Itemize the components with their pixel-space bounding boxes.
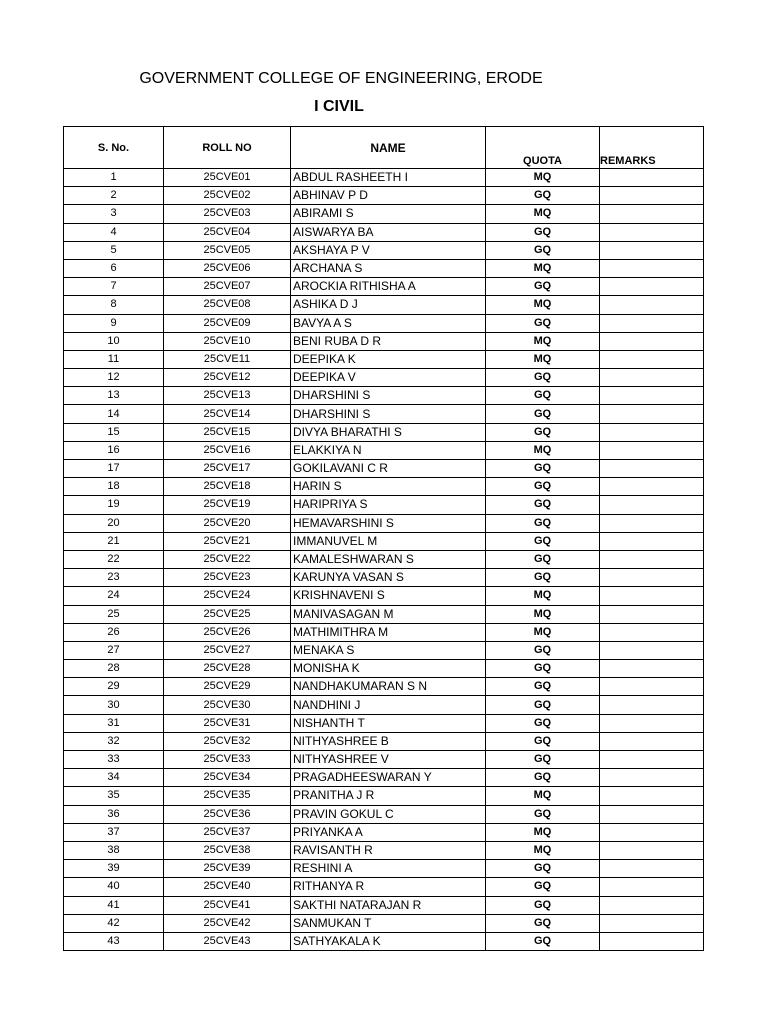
table-row (64, 332, 704, 350)
cell-name: ABIRAMI S (291, 205, 486, 223)
student-table (63, 126, 704, 951)
cell-roll-no: 25CVE38 (164, 841, 291, 859)
cell-sno: 15 (64, 423, 164, 441)
cell-name: DIVYA BHARATHI S (291, 423, 486, 441)
cell-roll-no: 25CVE03 (164, 205, 291, 223)
cell-name: RAVISANTH R (291, 841, 486, 859)
cell-sno: 14 (64, 405, 164, 423)
table-row (64, 223, 704, 241)
cell-sno: 1 (64, 169, 164, 187)
document-title: GOVERNMENT COLLEGE OF ENGINEERING, ERODE (139, 70, 543, 87)
cell-name: AKSHAYA P V (291, 241, 486, 259)
cell-quota: GQ (486, 769, 600, 787)
cell-quota: MQ (486, 441, 600, 459)
cell-sno: 4 (64, 223, 164, 241)
cell-roll-no: 25CVE14 (164, 405, 291, 423)
cell-name: MATHIMITHRA M (291, 623, 486, 641)
cell-remarks (600, 569, 704, 587)
cell-quota: GQ (486, 387, 600, 405)
cell-name: KRISHNAVENI S (291, 587, 486, 605)
table-row (64, 878, 704, 896)
cell-quota: MQ (486, 205, 600, 223)
cell-roll-no: 25CVE04 (164, 223, 291, 241)
cell-sno: 24 (64, 587, 164, 605)
cell-quota: MQ (486, 623, 600, 641)
cell-name: NISHANTH T (291, 714, 486, 732)
cell-quota: MQ (486, 587, 600, 605)
table-row (64, 787, 704, 805)
cell-remarks (600, 932, 704, 950)
cell-sno: 37 (64, 823, 164, 841)
table-row (64, 369, 704, 387)
table-row (64, 478, 704, 496)
cell-sno: 20 (64, 514, 164, 532)
cell-quota: GQ (486, 896, 600, 914)
cell-sno: 17 (64, 460, 164, 478)
cell-quota: GQ (486, 278, 600, 296)
cell-remarks (600, 732, 704, 750)
cell-roll-no: 25CVE31 (164, 714, 291, 732)
cell-name: NITHYASHREE B (291, 732, 486, 750)
cell-sno: 7 (64, 278, 164, 296)
table-row (64, 841, 704, 859)
cell-quota: GQ (486, 496, 600, 514)
table-row (64, 569, 704, 587)
cell-remarks (600, 660, 704, 678)
cell-sno: 19 (64, 496, 164, 514)
cell-name: DEEPIKA V (291, 369, 486, 387)
table-row (64, 660, 704, 678)
cell-sno: 10 (64, 332, 164, 350)
cell-remarks (600, 751, 704, 769)
cell-remarks (600, 805, 704, 823)
cell-name: HEMAVARSHINI S (291, 514, 486, 532)
cell-remarks (600, 478, 704, 496)
header-name: NAME (291, 127, 486, 169)
cell-roll-no: 25CVE15 (164, 423, 291, 441)
cell-remarks (600, 350, 704, 368)
cell-roll-no: 25CVE27 (164, 641, 291, 659)
table-row (64, 914, 704, 932)
cell-name: ABHINAV P D (291, 187, 486, 205)
header-quota: QUOTA (486, 127, 600, 169)
table-row (64, 423, 704, 441)
cell-remarks (600, 878, 704, 896)
cell-remarks (600, 550, 704, 568)
cell-remarks (600, 769, 704, 787)
cell-sno: 22 (64, 550, 164, 568)
cell-quota: GQ (486, 423, 600, 441)
table-row (64, 823, 704, 841)
cell-quota: GQ (486, 678, 600, 696)
cell-name: BAVYA A S (291, 314, 486, 332)
cell-roll-no: 25CVE06 (164, 259, 291, 277)
cell-sno: 43 (64, 932, 164, 950)
cell-roll-no: 25CVE41 (164, 896, 291, 914)
cell-roll-no: 25CVE21 (164, 532, 291, 550)
cell-quota: GQ (486, 878, 600, 896)
cell-roll-no: 25CVE29 (164, 678, 291, 696)
cell-quota: MQ (486, 823, 600, 841)
cell-remarks (600, 605, 704, 623)
table-row (64, 769, 704, 787)
document-subtitle: I CIVIL (314, 98, 364, 115)
cell-roll-no: 25CVE37 (164, 823, 291, 841)
cell-remarks (600, 169, 704, 187)
table-row (64, 587, 704, 605)
table-row (64, 751, 704, 769)
cell-quota: GQ (486, 714, 600, 732)
cell-name: PRIYANKA A (291, 823, 486, 841)
cell-roll-no: 25CVE32 (164, 732, 291, 750)
cell-sno: 5 (64, 241, 164, 259)
cell-name: DEEPIKA K (291, 350, 486, 368)
cell-name: MENAKA S (291, 641, 486, 659)
table-row (64, 460, 704, 478)
cell-sno: 41 (64, 896, 164, 914)
cell-roll-no: 25CVE22 (164, 550, 291, 568)
table-row (64, 314, 704, 332)
table-row (64, 405, 704, 423)
cell-sno: 40 (64, 878, 164, 896)
cell-roll-no: 25CVE17 (164, 460, 291, 478)
table-row (64, 732, 704, 750)
cell-quota: GQ (486, 223, 600, 241)
cell-roll-no: 25CVE09 (164, 314, 291, 332)
cell-name: DHARSHINI S (291, 405, 486, 423)
cell-name: ELAKKIYA N (291, 441, 486, 459)
cell-sno: 9 (64, 314, 164, 332)
cell-remarks (600, 460, 704, 478)
cell-remarks (600, 387, 704, 405)
table-body (64, 169, 704, 951)
cell-remarks (600, 914, 704, 932)
cell-name: HARIN S (291, 478, 486, 496)
cell-quota: GQ (486, 932, 600, 950)
cell-remarks (600, 241, 704, 259)
cell-name: RESHINI A (291, 860, 486, 878)
cell-sno: 2 (64, 187, 164, 205)
cell-quota: GQ (486, 241, 600, 259)
cell-remarks (600, 223, 704, 241)
cell-name: PRAGADHEESWARAN Y (291, 769, 486, 787)
cell-roll-no: 25CVE30 (164, 696, 291, 714)
cell-name: AISWARYA BA (291, 223, 486, 241)
cell-sno: 35 (64, 787, 164, 805)
cell-sno: 16 (64, 441, 164, 459)
cell-name: SATHYAKALA K (291, 932, 486, 950)
cell-roll-no: 25CVE01 (164, 169, 291, 187)
table-row (64, 496, 704, 514)
cell-sno: 21 (64, 532, 164, 550)
cell-sno: 28 (64, 660, 164, 678)
cell-quota: GQ (486, 641, 600, 659)
table-row (64, 205, 704, 223)
cell-quota: GQ (486, 460, 600, 478)
cell-remarks (600, 259, 704, 277)
cell-roll-no: 25CVE34 (164, 769, 291, 787)
cell-quota: MQ (486, 787, 600, 805)
cell-name: PRAVIN GOKUL C (291, 805, 486, 823)
cell-name: IMMANUVEL M (291, 532, 486, 550)
cell-sno: 18 (64, 478, 164, 496)
cell-roll-no: 25CVE35 (164, 787, 291, 805)
table-row (64, 623, 704, 641)
cell-name: MONISHA K (291, 660, 486, 678)
cell-roll-no: 25CVE26 (164, 623, 291, 641)
cell-name: NITHYASHREE V (291, 751, 486, 769)
table-row (64, 532, 704, 550)
cell-roll-no: 25CVE23 (164, 569, 291, 587)
cell-quota: GQ (486, 732, 600, 750)
cell-roll-no: 25CVE24 (164, 587, 291, 605)
cell-roll-no: 25CVE28 (164, 660, 291, 678)
table-row (64, 296, 704, 314)
cell-roll-no: 25CVE25 (164, 605, 291, 623)
cell-roll-no: 25CVE02 (164, 187, 291, 205)
cell-roll-no: 25CVE11 (164, 350, 291, 368)
cell-name: RITHANYA R (291, 878, 486, 896)
table-row (64, 932, 704, 950)
cell-sno: 8 (64, 296, 164, 314)
header-sno: S. No. (64, 127, 164, 169)
cell-sno: 33 (64, 751, 164, 769)
table-row (64, 696, 704, 714)
cell-roll-no: 25CVE43 (164, 932, 291, 950)
table-row (64, 187, 704, 205)
cell-quota: GQ (486, 805, 600, 823)
table-row (64, 259, 704, 277)
cell-remarks (600, 823, 704, 841)
table-row (64, 550, 704, 568)
cell-quota: GQ (486, 405, 600, 423)
cell-remarks (600, 623, 704, 641)
cell-name: MANIVASAGAN M (291, 605, 486, 623)
cell-name: ARCHANA S (291, 259, 486, 277)
table-row (64, 441, 704, 459)
cell-sno: 13 (64, 387, 164, 405)
table-row (64, 605, 704, 623)
table-row (64, 278, 704, 296)
cell-remarks (600, 496, 704, 514)
cell-remarks (600, 587, 704, 605)
cell-quota: MQ (486, 350, 600, 368)
table-row (64, 387, 704, 405)
cell-quota: GQ (486, 514, 600, 532)
header-roll-no: ROLL NO (164, 127, 291, 169)
cell-remarks (600, 696, 704, 714)
cell-roll-no: 25CVE05 (164, 241, 291, 259)
cell-sno: 26 (64, 623, 164, 641)
cell-quota: MQ (486, 605, 600, 623)
cell-quota: GQ (486, 914, 600, 932)
cell-roll-no: 25CVE36 (164, 805, 291, 823)
cell-quota: GQ (486, 187, 600, 205)
cell-roll-no: 25CVE07 (164, 278, 291, 296)
cell-name: ASHIKA D J (291, 296, 486, 314)
cell-remarks (600, 714, 704, 732)
cell-remarks (600, 405, 704, 423)
cell-remarks (600, 641, 704, 659)
cell-remarks (600, 441, 704, 459)
cell-name: ABDUL RASHEETH I (291, 169, 486, 187)
table-row (64, 241, 704, 259)
cell-quota: GQ (486, 569, 600, 587)
cell-sno: 39 (64, 860, 164, 878)
cell-sno: 29 (64, 678, 164, 696)
cell-name: GOKILAVANI C R (291, 460, 486, 478)
table-row (64, 514, 704, 532)
table-row (64, 350, 704, 368)
cell-roll-no: 25CVE33 (164, 751, 291, 769)
cell-remarks (600, 205, 704, 223)
cell-remarks (600, 278, 704, 296)
cell-sno: 3 (64, 205, 164, 223)
cell-sno: 27 (64, 641, 164, 659)
cell-quota: GQ (486, 751, 600, 769)
cell-quota: MQ (486, 169, 600, 187)
table-row (64, 714, 704, 732)
cell-remarks (600, 514, 704, 532)
cell-quota: GQ (486, 696, 600, 714)
table-row (64, 169, 704, 187)
cell-sno: 12 (64, 369, 164, 387)
cell-remarks (600, 841, 704, 859)
cell-sno: 36 (64, 805, 164, 823)
table-row (64, 805, 704, 823)
cell-sno: 38 (64, 841, 164, 859)
cell-roll-no: 25CVE18 (164, 478, 291, 496)
cell-quota: GQ (486, 478, 600, 496)
cell-roll-no: 25CVE13 (164, 387, 291, 405)
cell-quota: MQ (486, 841, 600, 859)
cell-name: NANDHAKUMARAN S N (291, 678, 486, 696)
cell-sno: 11 (64, 350, 164, 368)
cell-name: AROCKIA RITHISHA A (291, 278, 486, 296)
cell-remarks (600, 423, 704, 441)
cell-sno: 6 (64, 259, 164, 277)
cell-remarks (600, 678, 704, 696)
cell-remarks (600, 187, 704, 205)
cell-remarks (600, 532, 704, 550)
cell-sno: 34 (64, 769, 164, 787)
cell-sno: 31 (64, 714, 164, 732)
cell-quota: GQ (486, 660, 600, 678)
cell-quota: GQ (486, 860, 600, 878)
cell-remarks (600, 314, 704, 332)
cell-quota: MQ (486, 296, 600, 314)
cell-quota: GQ (486, 550, 600, 568)
table-row (64, 860, 704, 878)
table-row (64, 678, 704, 696)
cell-quota: GQ (486, 314, 600, 332)
cell-roll-no: 25CVE10 (164, 332, 291, 350)
cell-sno: 30 (64, 696, 164, 714)
cell-remarks (600, 296, 704, 314)
cell-remarks (600, 896, 704, 914)
cell-sno: 25 (64, 605, 164, 623)
cell-sno: 23 (64, 569, 164, 587)
cell-sno: 42 (64, 914, 164, 932)
cell-roll-no: 25CVE42 (164, 914, 291, 932)
cell-name: KAMALESHWARAN S (291, 550, 486, 568)
cell-roll-no: 25CVE40 (164, 878, 291, 896)
header-remarks: REMARKS (600, 127, 704, 169)
cell-roll-no: 25CVE08 (164, 296, 291, 314)
cell-remarks (600, 860, 704, 878)
cell-quota: GQ (486, 532, 600, 550)
cell-roll-no: 25CVE19 (164, 496, 291, 514)
cell-name: DHARSHINI S (291, 387, 486, 405)
cell-name: NANDHINI J (291, 696, 486, 714)
header-row (64, 127, 704, 169)
cell-roll-no: 25CVE12 (164, 369, 291, 387)
cell-quota: GQ (486, 369, 600, 387)
cell-remarks (600, 332, 704, 350)
cell-roll-no: 25CVE20 (164, 514, 291, 532)
table-header (64, 127, 704, 169)
cell-sno: 32 (64, 732, 164, 750)
table-row (64, 641, 704, 659)
cell-name: BENI RUBA D R (291, 332, 486, 350)
cell-roll-no: 25CVE16 (164, 441, 291, 459)
cell-roll-no: 25CVE39 (164, 860, 291, 878)
cell-name: SANMUKAN T (291, 914, 486, 932)
cell-name: HARIPRIYA S (291, 496, 486, 514)
cell-remarks (600, 787, 704, 805)
cell-quota: MQ (486, 259, 600, 277)
cell-name: PRANITHA J R (291, 787, 486, 805)
cell-name: SAKTHI NATARAJAN R (291, 896, 486, 914)
cell-quota: MQ (486, 332, 600, 350)
table-row (64, 896, 704, 914)
cell-name: KARUNYA VASAN S (291, 569, 486, 587)
cell-remarks (600, 369, 704, 387)
